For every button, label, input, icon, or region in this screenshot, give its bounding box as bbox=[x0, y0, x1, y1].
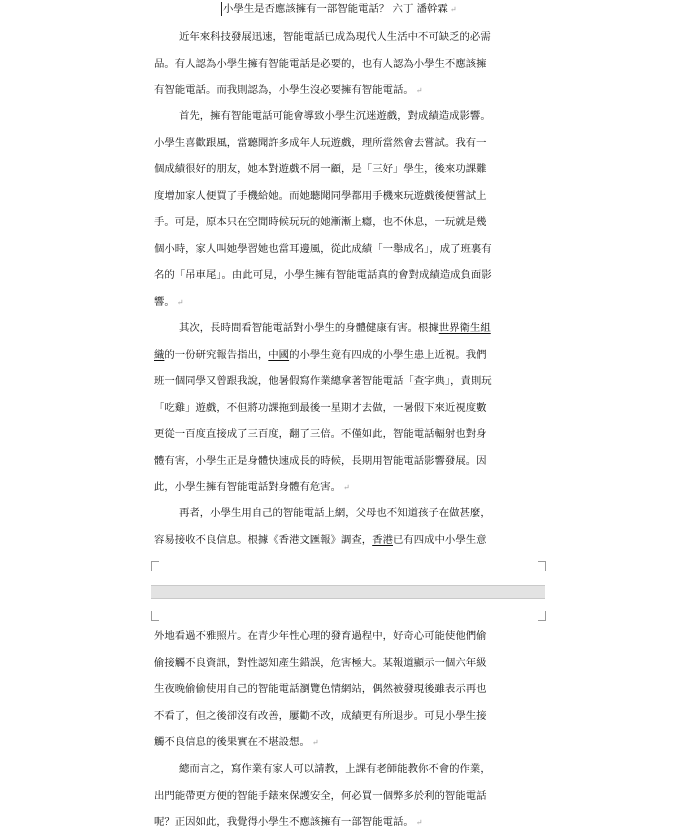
text-line: 品。有人認為小學生擁有智能電話是必要的，也有人認為小學生不應該擁 bbox=[154, 57, 487, 70]
text-line: 偷接觸不良資訊，對性認知產生錯誤，危害極大。某報道顯示一個六年級 bbox=[154, 656, 487, 669]
page-corner-mark bbox=[538, 611, 546, 621]
text-line: 有智能電話。而我則認為，小學生沒必要擁有智能電話。 ↵ bbox=[154, 84, 423, 96]
text-line: 度增加家人便買了手機給她。而她聽聞同學都用手機來玩遊戲後便嘗試上 bbox=[154, 189, 487, 202]
text-line: 體有害，小學生正是身體快速成長的時候，長期用智能電話影響發展。因 bbox=[154, 454, 487, 467]
text-line: 總而言之，寫作業有家人可以請教，上課有老師能教你不會的作業， bbox=[179, 763, 491, 775]
text-line: 班一個同學又曾跟我說，他暑假寫作業總拿著智能電話「查字典」，責則玩 bbox=[154, 375, 492, 387]
text-line: 織的一份研究報告指出，中國的小學生竟有四成的小學生患上近視。我們 bbox=[154, 348, 487, 361]
paragraph-third-point-end bbox=[154, 623, 542, 756]
text-line: 出門能帶更方便的智能手錶來保護安全，何必買一個弊多於利的智能電話 bbox=[154, 789, 487, 802]
paragraph-mark: ↵ bbox=[343, 483, 350, 492]
paragraph-mark: ↵ bbox=[449, 5, 457, 14]
text-line: 小學生喜歡跟風，當聽聞許多成年人玩遊戲，理所當然會去嘗試。我有一 bbox=[154, 136, 487, 149]
page-corner-mark bbox=[151, 561, 159, 571]
paragraph-mark: ↵ bbox=[311, 738, 319, 747]
paragraph-second-point bbox=[154, 315, 542, 501]
text-line: 此，小學生擁有智能電話對身體有危害。 ↵ bbox=[154, 481, 350, 493]
text-line: 更從一百度直接成了三百度，翻了三倍。不僅如此，智能電話輻射也對身 bbox=[154, 428, 487, 440]
paragraph-mark: ↵ bbox=[415, 818, 423, 827]
text-line: 響。 ↵ bbox=[154, 295, 184, 308]
text-line: 「吃雞」遊戲，不但將功課拖到最後一星期才去做，一暑假下來近視度數 bbox=[154, 401, 487, 414]
paragraph-intro bbox=[154, 24, 542, 104]
page-corner-mark bbox=[538, 561, 546, 571]
text-line: 觸不良信息的後果實在不堪設想。 ↵ bbox=[154, 736, 319, 748]
paragraph-mark: ↵ bbox=[415, 86, 423, 95]
text-line: 首先，擁有智能電話可能會導致小學生沉迷遊戲，對成績造成影響。 bbox=[179, 110, 491, 122]
paragraph-mark: ↵ bbox=[176, 297, 184, 307]
text-line: 不看了，但之後卻沒有改善，屢勸不改，成績更有所退步。可見小學生接 bbox=[154, 709, 487, 722]
page-break-gap bbox=[151, 585, 545, 599]
text-line: 其次，長時間看智能電話對小學生的身體健康有害。根據世界衛生組 bbox=[179, 322, 491, 334]
underlined-term: 香港 bbox=[372, 533, 393, 546]
text-line: 再者，小學生用自己的智能電話上網，父母也不知道孩子在做甚麼， bbox=[179, 507, 491, 519]
text-line: 呢？正因如此，我覺得小學生不應該擁有一部智能電話。 ↵ bbox=[154, 816, 423, 828]
underlined-term: 世界衛生組 bbox=[438, 322, 491, 334]
paragraph-first-point bbox=[154, 103, 542, 315]
underlined-term: 織 bbox=[154, 348, 165, 361]
document-title: 小學生是否應該擁有一部智能電話？ 六丁 潘幹霖 ↵ bbox=[223, 3, 457, 15]
text-line: 容易接收不良信息。根據《香港文匯報》調查，香港已有四成中小學生意 bbox=[154, 533, 487, 546]
text-line: 手。可是，原本只在空閒時候玩玩的她漸漸上癮，也不休息，一玩就是幾 bbox=[154, 216, 487, 228]
paragraph-conclusion bbox=[154, 756, 542, 836]
text-line: 個小時，家人叫她學習她也當耳邊風，從此成績「一舉成名」，成了班裏有 bbox=[154, 242, 492, 255]
text-line: 近年來科技發展迅速，智能電話已成為現代人生活中不可缺乏的必需 bbox=[179, 31, 491, 43]
paragraph-third-point-start bbox=[154, 500, 542, 553]
underlined-term: 中國 bbox=[268, 348, 290, 361]
page-corner-mark bbox=[151, 611, 159, 621]
text-line: 個成績很好的朋友，她本對遊戲不屑一顧，是「三好」學生，後來功課難 bbox=[154, 163, 487, 175]
text-line: 外地看過不雅照片。在青少年性心理的發育過程中，好奇心可能使他們偷 bbox=[154, 630, 487, 642]
text-line: 名的「吊車尾」。由此可見，小學生擁有智能電話真的會對成績造成負面影 bbox=[154, 269, 492, 281]
text-line: 生夜晚偷偷使用自己的智能電話瀏覽色情網站，偶然被發現後雖表示再也 bbox=[154, 683, 487, 695]
